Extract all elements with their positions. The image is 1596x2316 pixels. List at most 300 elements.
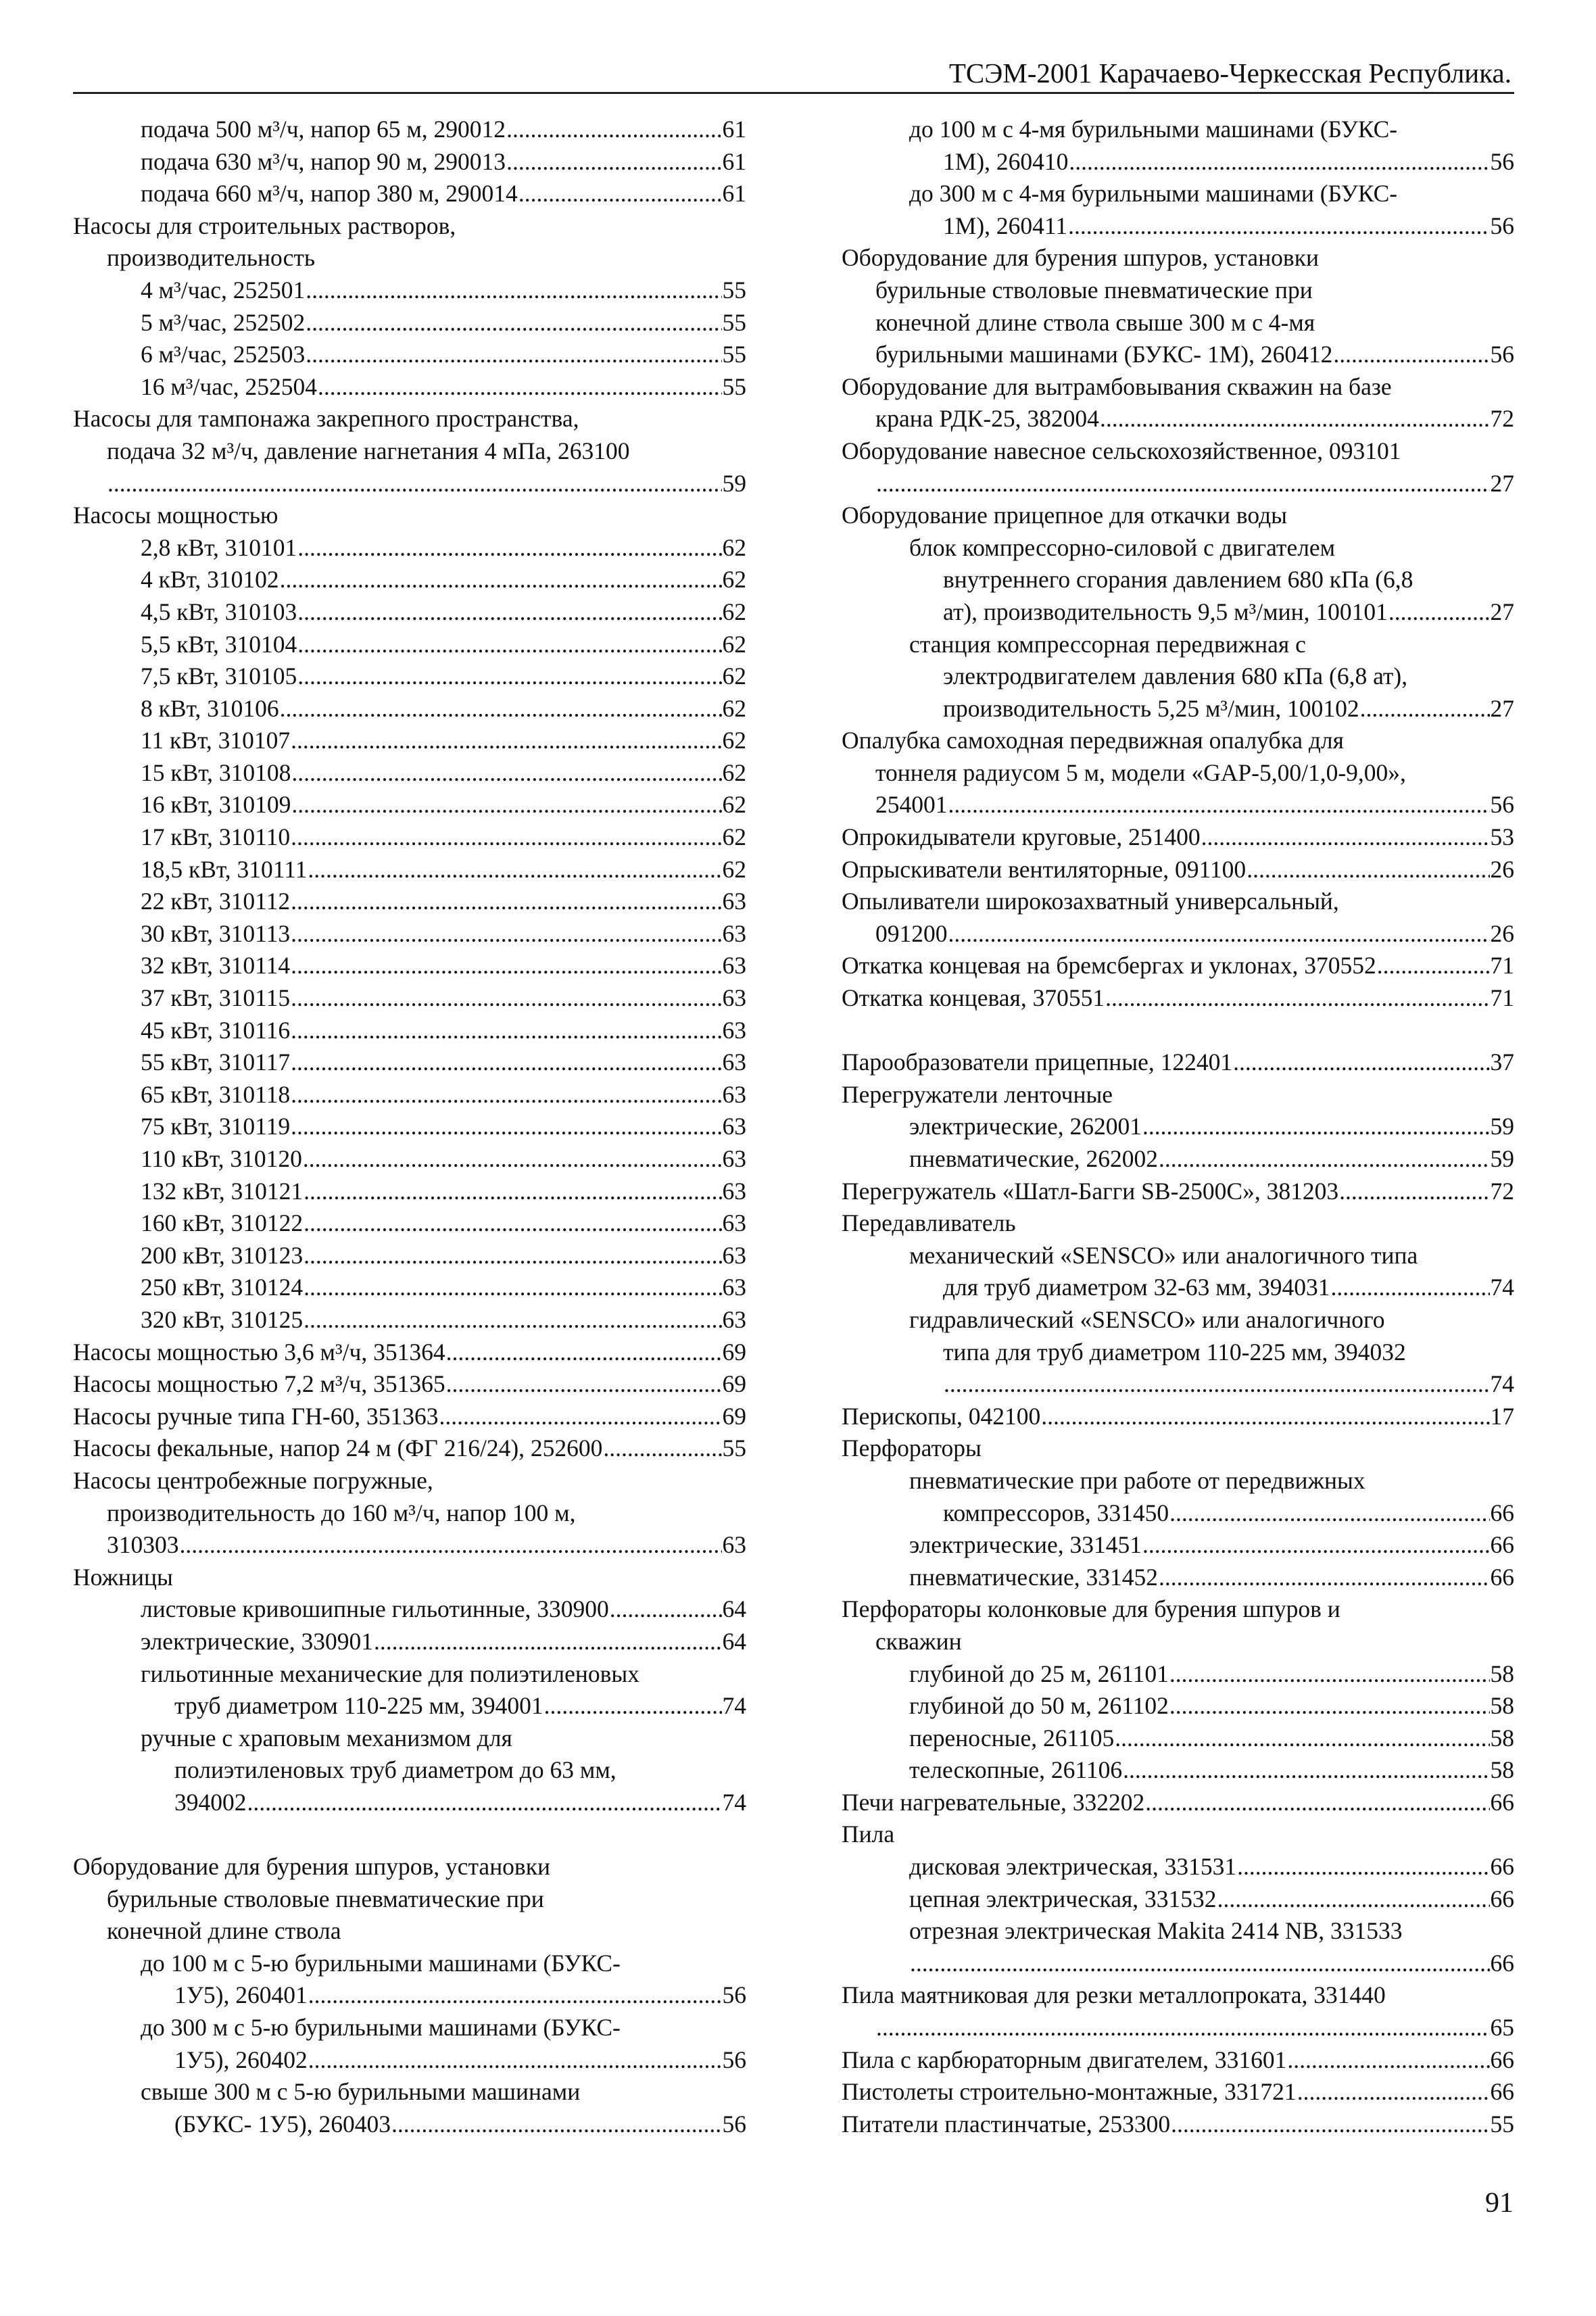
- index-entry-text: 1У5), 260402: [174, 2046, 308, 2073]
- index-entry-page: 63: [722, 1145, 746, 1172]
- index-entry: [73, 1176, 746, 1208]
- index-entry: [842, 596, 1514, 629]
- index-entry-page: 69: [722, 1338, 746, 1366]
- index-entry: [73, 1272, 746, 1304]
- dot-leader: [291, 1079, 721, 1111]
- index-entry: [842, 1143, 1514, 1176]
- index-entry-page: 62: [722, 566, 746, 594]
- index-entry-heading: [842, 532, 1514, 564]
- index-entry-heading: [842, 564, 1514, 596]
- dot-leader: [1123, 1754, 1489, 1787]
- dot-leader: [306, 274, 721, 307]
- index-entry-text: электродвигателем давления 680 кПа (6,8 ат),: [943, 662, 1408, 690]
- index-entry: [842, 1176, 1514, 1208]
- index-entry-page: 55: [1490, 2110, 1514, 2138]
- index-entry-text: 6 м³/час, 252503: [141, 341, 306, 368]
- index-entry-text: ат), производительность 9,5 м³/мин, 100101: [943, 598, 1388, 625]
- index-entry-text: 200 кВт, 310123: [141, 1241, 304, 1269]
- index-entry-heading: [842, 1626, 1514, 1658]
- index-entry: [842, 1401, 1514, 1433]
- index-entry: [73, 564, 746, 596]
- dot-leader: [306, 307, 721, 339]
- index-entry-page: 64: [722, 1627, 746, 1655]
- index-entry-text: (БУКС- 1У5), 260403: [174, 2110, 391, 2138]
- index-entry-text: 55 кВт, 310117: [141, 1048, 291, 1076]
- index-entry-text: телескопные, 261106: [909, 1756, 1123, 1784]
- dot-leader: [1388, 596, 1490, 629]
- index-entry: [73, 2108, 746, 2141]
- index-entry-text: Насосы фекальные, напор 24 м (ФГ 216/24), 252600: [73, 1434, 603, 1462]
- index-entry-page: 66: [1490, 1853, 1514, 1881]
- index-entry-text: 4,5 кВт, 310103: [141, 598, 297, 625]
- index-entry-heading: [73, 1562, 746, 1594]
- index-entry-text: Откатка концевая на бремсбергах и уклонах, 370552: [842, 952, 1376, 980]
- index-entry: [73, 821, 746, 854]
- index-entry-text: Пила: [842, 1820, 895, 1848]
- dot-leader: [1201, 821, 1490, 854]
- page-number: 91: [1485, 2188, 1514, 2219]
- index-entry-text: пневматические, 262002: [909, 1145, 1158, 1172]
- dot-leader: [291, 950, 721, 982]
- index-entry-page: 72: [1490, 1177, 1514, 1205]
- index-entry-page: 62: [722, 662, 746, 690]
- index-entry: [73, 339, 746, 371]
- index-entry-heading: [73, 1754, 746, 1787]
- index-entry-text: 110 кВт, 310120: [141, 1145, 302, 1172]
- dot-leader: [1115, 1722, 1489, 1755]
- index-entry-page: 62: [722, 533, 746, 561]
- index-entry-text: компрессоров, 331450: [943, 1499, 1169, 1526]
- index-entry-text: листовые кривошипные гильотинные, 330900: [141, 1595, 609, 1623]
- dot-leader: [291, 982, 721, 1015]
- index-entry: [73, 693, 746, 725]
- dot-leader: [308, 854, 721, 886]
- index-entry: [73, 1690, 746, 1722]
- page-header: [73, 54, 1514, 94]
- index-entry-page: 63: [722, 1080, 746, 1108]
- dot-leader: [876, 468, 1490, 500]
- dot-leader: [1068, 210, 1489, 243]
- index-entry-page: 72: [1490, 405, 1514, 433]
- index-entry-page: 56: [722, 1981, 746, 2009]
- index-entry-text: Оборудование прицепное для откачки воды: [842, 502, 1288, 529]
- dot-leader: [439, 1401, 722, 1433]
- index-entry-text: 15 кВт, 310108: [141, 758, 291, 786]
- index-entry-page: 62: [722, 630, 746, 658]
- index-entry-text: 394002: [174, 1788, 247, 1816]
- index-entry-text: Передавливатель: [842, 1209, 1016, 1237]
- index-entry-text: Оборудование навесное сельскохозяйственное, 093101: [842, 437, 1401, 464]
- index-entry: [73, 1979, 746, 2012]
- index-entry: [73, 146, 746, 178]
- index-entry-text: подача 32 м³/ч, давление нагнетания 4 мПа, 263100: [107, 437, 630, 464]
- index-entry-page: 63: [722, 952, 746, 980]
- dot-leader: [910, 1948, 1490, 1980]
- index-entry-text: бурильными машинами (БУКС- 1М), 260412: [875, 341, 1333, 368]
- index-column-right: [842, 114, 1514, 2140]
- dot-leader: [1169, 1497, 1489, 1530]
- index-entry: [842, 2012, 1514, 2044]
- dot-leader: [291, 918, 721, 950]
- index-entry: [73, 274, 746, 307]
- index-entry-heading: [73, 1722, 746, 1755]
- index-entry-page: 61: [722, 147, 746, 175]
- dot-leader: [1237, 1851, 1489, 1883]
- index-entry-heading: [842, 114, 1514, 146]
- index-entry-text: 320 кВт, 310125: [141, 1305, 304, 1333]
- index-entry-page: 56: [1490, 147, 1514, 175]
- index-entry-page: 56: [1490, 791, 1514, 819]
- index-entry: [73, 1593, 746, 1626]
- index-entry: [842, 918, 1514, 950]
- index-entry-page: 63: [722, 1177, 746, 1205]
- index-entry-text: Насосы мощностью 7,2 м³/ч, 351365: [73, 1370, 445, 1398]
- index-entry-page: 74: [1490, 1370, 1514, 1398]
- index-entry-page: 26: [1490, 855, 1514, 883]
- index-entry-page: 53: [1490, 823, 1514, 851]
- index-entry-page: 59: [722, 469, 746, 497]
- index-entry-text: Насосы центробежные погружные,: [73, 1466, 433, 1494]
- index-entry-text: 4 м³/час, 252501: [141, 276, 306, 304]
- blank-line: [842, 1015, 1514, 1047]
- index-entry-text: электрические, 331451: [909, 1531, 1142, 1559]
- index-entry-text: 7,5 кВт, 310105: [141, 662, 297, 690]
- dot-leader: [1142, 1529, 1489, 1562]
- index-entry-text: до 100 м с 4-мя бурильными машинами (БУКС-: [909, 116, 1398, 143]
- index-entry-page: 66: [1490, 2046, 1514, 2073]
- index-entry-text: 32 кВт, 310114: [141, 952, 291, 980]
- index-entry-text: пневматические, 331452: [909, 1563, 1158, 1591]
- index-entry-page: 17: [1490, 1402, 1514, 1430]
- dot-leader: [1142, 1111, 1489, 1143]
- index-entry-page: 55: [722, 276, 746, 304]
- dot-leader: [506, 114, 721, 146]
- index-entry: [842, 210, 1514, 243]
- index-entry: [73, 1079, 746, 1111]
- index-entry-heading: [842, 1979, 1514, 2012]
- index-entry-text: электрические, 262001: [909, 1113, 1142, 1140]
- index-entry-page: 63: [722, 1305, 746, 1333]
- dot-leader: [1100, 403, 1490, 435]
- dot-leader: [1247, 854, 1489, 886]
- index-entry: [73, 629, 746, 661]
- index-entry: [73, 596, 746, 629]
- index-entry-text: конечной длине ствола: [107, 1917, 341, 1945]
- index-entry-text: пневматические при работе от передвижных: [909, 1466, 1365, 1494]
- index-entry-text: подача 630 м³/ч, напор 90 м, 290013: [141, 147, 506, 175]
- index-entry-page: 66: [1490, 1563, 1514, 1591]
- dot-leader: [303, 1143, 722, 1176]
- index-entry-heading: [73, 2076, 746, 2108]
- index-entry-heading: [842, 1818, 1514, 1851]
- index-entry-page: 63: [722, 1274, 746, 1301]
- index-entry: [842, 1754, 1514, 1787]
- index-entry: [73, 114, 746, 146]
- index-entry: [842, 2076, 1514, 2108]
- index-entry-text: производительность до 160 м³/ч, напор 100 м,: [107, 1499, 576, 1526]
- index-entry-text: 65 кВт, 310118: [141, 1080, 291, 1108]
- index-entry-page: 63: [722, 1016, 746, 1044]
- index-entry-heading: [842, 435, 1514, 468]
- index-entry: [842, 1851, 1514, 1883]
- dot-leader: [291, 1111, 721, 1143]
- dot-leader: [107, 468, 722, 500]
- index-entry-heading: [842, 307, 1514, 339]
- index-entry: [842, 1111, 1514, 1143]
- dot-leader: [506, 146, 721, 178]
- index-entry-text: Пила маятниковая для резки металлопроката, 331440: [842, 1981, 1386, 2009]
- index-entry: [842, 1658, 1514, 1691]
- index-entry-text: 11 кВт, 310107: [141, 727, 291, 754]
- dot-leader: [308, 1979, 722, 2012]
- index-entry-text: Перфораторы колонковые для бурения шпуров и: [842, 1595, 1340, 1623]
- index-entry-text: 132 кВт, 310121: [141, 1177, 304, 1205]
- index-entry-text: 16 м³/час, 252504: [141, 372, 317, 400]
- index-entry-text: скважин: [875, 1627, 962, 1655]
- dot-leader: [304, 1240, 721, 1272]
- index-entry-page: 66: [1490, 1499, 1514, 1526]
- index-entry: [842, 339, 1514, 371]
- index-entry: [73, 1304, 746, 1336]
- index-entry-page: 71: [1490, 984, 1514, 1012]
- index-entry-page: 71: [1490, 952, 1514, 980]
- index-entry-heading: [73, 403, 746, 435]
- index-entry-text: 160 кВт, 310122: [141, 1209, 304, 1237]
- index-entry: [842, 1046, 1514, 1079]
- index-entry-text: Перегружатели ленточные: [842, 1080, 1113, 1108]
- index-entry: [73, 1336, 746, 1369]
- index-entry: [842, 146, 1514, 178]
- index-entry: [842, 854, 1514, 886]
- index-entry-page: 63: [722, 1048, 746, 1076]
- dot-leader: [446, 1336, 722, 1369]
- index-entry: [73, 1015, 746, 1047]
- index-entry-text: 16 кВт, 310109: [141, 791, 291, 819]
- index-entry-page: 59: [1490, 1145, 1514, 1172]
- index-entry-heading: [842, 178, 1514, 210]
- index-entry-page: 61: [722, 180, 746, 208]
- index-entry: [842, 468, 1514, 500]
- index-entry-page: 56: [722, 2046, 746, 2073]
- index-entry: [73, 854, 746, 886]
- index-entry: [73, 982, 746, 1015]
- index-entry-text: 1У5), 260401: [174, 1981, 308, 2009]
- index-entry-heading: [842, 660, 1514, 693]
- dot-leader: [291, 1015, 721, 1047]
- index-entry-text: блок компрессорно-силовой с двигателем: [909, 533, 1336, 561]
- index-entry: [73, 1626, 746, 1658]
- index-entry-heading: [842, 274, 1514, 307]
- index-entry-page: 69: [722, 1370, 746, 1398]
- index-entry-page: 69: [722, 1402, 746, 1430]
- index-entry-text: производительность 5,25 м³/мин, 100102: [943, 694, 1359, 722]
- index-entry-text: до 300 м с 5-ю бурильными машинами (БУКС-: [141, 2014, 621, 2042]
- dot-leader: [944, 1368, 1490, 1401]
- index-entry-page: 62: [722, 791, 746, 819]
- index-entry-text: 8 кВт, 310106: [141, 694, 279, 722]
- index-entry-heading: [73, 1497, 746, 1530]
- index-entry-page: 65: [1490, 2014, 1514, 2042]
- index-entry-heading: [73, 1851, 746, 1883]
- index-entry: [842, 821, 1514, 854]
- index-entry-text: бурильные стволовые пневматические при: [875, 276, 1313, 304]
- index-entry-text: Печи нагревательные, 332202: [842, 1788, 1145, 1816]
- index-entry-text: 17 кВт, 310110: [141, 823, 291, 851]
- dot-leader: [1333, 339, 1489, 371]
- index-entry-text: Опалубка самоходная передвижная опалубка для: [842, 727, 1344, 754]
- index-entry-heading: [73, 210, 746, 243]
- index-entry: [73, 660, 746, 693]
- dot-leader: [1339, 1176, 1489, 1208]
- index-entry-text: Насосы ручные типа ГН-60, 351363: [73, 1402, 439, 1430]
- dot-leader: [603, 1432, 721, 1465]
- index-entry-text: 310303: [107, 1531, 179, 1559]
- dot-leader: [1169, 1658, 1490, 1691]
- index-entry-text: дисковая электрическая, 331531: [909, 1853, 1237, 1881]
- index-entry-text: 4 кВт, 310102: [141, 566, 279, 594]
- index-entry: [842, 1529, 1514, 1562]
- dot-leader: [1233, 1046, 1489, 1079]
- index-entry-text: крана РДК-25, 382004: [875, 405, 1099, 433]
- index-entry-text: Пистолеты строительно-монтажные, 331721: [842, 2078, 1297, 2106]
- index-entry-text: Питатели пластинчатые, 253300: [842, 2110, 1171, 2138]
- index-entry-text: производительность: [107, 244, 316, 272]
- index-entry-text: подача 660 м³/ч, напор 380 м, 290014: [141, 180, 518, 208]
- index-entry-page: 74: [722, 1788, 746, 1816]
- index-entry-text: бурильные стволовые пневматические при: [107, 1885, 544, 1912]
- index-entry: [73, 1207, 746, 1240]
- dot-leader: [544, 1690, 722, 1722]
- dot-leader: [948, 789, 1490, 821]
- dot-leader: [1171, 2108, 1489, 2141]
- index-entry: [73, 1111, 746, 1143]
- dot-leader: [291, 821, 721, 854]
- index-entry-text: Перегружатель «Шатл-Багги SB-2500C», 381203: [842, 1177, 1339, 1205]
- index-entry-text: гильотинные механические для полиэтиленовых: [141, 1660, 639, 1687]
- dot-leader: [446, 1368, 722, 1401]
- dot-leader: [1377, 950, 1490, 982]
- index-entry: [842, 789, 1514, 821]
- index-entry-heading: [842, 1593, 1514, 1626]
- dot-leader: [297, 629, 721, 661]
- index-entry-text: Опрокидыватели круговые, 251400: [842, 823, 1201, 851]
- index-entry-heading: [842, 1240, 1514, 1272]
- dot-leader: [306, 339, 721, 371]
- index-entry-text: конечной длине ствола свыше 300 м с 4-мя: [875, 308, 1315, 336]
- index-entry-text: 250 кВт, 310124: [141, 1274, 304, 1301]
- dot-leader: [304, 1207, 721, 1240]
- index-entry-text: свыше 300 м с 5-ю бурильными машинами: [141, 2078, 581, 2106]
- index-entry-page: 66: [1490, 2078, 1514, 2106]
- dot-leader: [247, 1787, 722, 1819]
- index-entry: [73, 950, 746, 982]
- index-entry-text: типа для труб диаметром 110-225 мм, 394032: [943, 1338, 1406, 1366]
- index-entry: [73, 1046, 746, 1079]
- dot-leader: [291, 886, 721, 918]
- index-entry-page: 55: [722, 308, 746, 336]
- header-title: ТСЭМ-2001 Карачаево-Черкесская Республика.: [948, 57, 1512, 89]
- dot-leader: [304, 1304, 721, 1336]
- index-entry-page: 62: [722, 727, 746, 754]
- index-entry-text: до 100 м с 5-ю бурильными машинами (БУКС-: [141, 1949, 621, 1977]
- index-entry-page: 27: [1490, 598, 1514, 625]
- index-entry: [73, 371, 746, 404]
- index-entry: [73, 307, 746, 339]
- index-entry-heading: [842, 371, 1514, 404]
- dot-leader: [180, 1529, 722, 1562]
- index-entry-heading: [73, 1883, 746, 1916]
- index-entry-text: Насосы мощностью: [73, 502, 279, 529]
- index-entry: [73, 725, 746, 757]
- index-entry-heading: [73, 2012, 746, 2044]
- index-entry: [73, 1401, 746, 1433]
- dot-leader: [291, 757, 721, 790]
- index-entry: [73, 1432, 746, 1465]
- index-entry-text: Перфораторы: [842, 1434, 982, 1462]
- dot-leader: [291, 725, 721, 757]
- index-entry-heading: [73, 1948, 746, 1980]
- index-entry: [842, 2044, 1514, 2077]
- index-entry-text: полиэтиленовых труб диаметром до 63 мм,: [174, 1756, 616, 1784]
- dot-leader: [297, 532, 721, 564]
- index-entry-text: внутреннего сгорания давлением 680 кПа (6,8: [943, 566, 1413, 594]
- dot-leader: [518, 178, 722, 210]
- index-entry-text: до 300 м с 4-мя бурильными машинами (БУКС-: [909, 180, 1398, 208]
- index-entry-text: глубиной до 50 м, 261102: [909, 1692, 1169, 1720]
- index-entry-page: 63: [722, 984, 746, 1012]
- index-entry-page: 63: [722, 888, 746, 915]
- dot-leader: [1330, 1272, 1489, 1304]
- dot-leader: [1105, 982, 1489, 1015]
- index-entry-text: Оборудование для вытрамбовывания скважин на базе: [842, 372, 1392, 400]
- index-entry-page: 63: [722, 1113, 746, 1140]
- index-entry-text: ручные с храповым механизмом для: [141, 1724, 512, 1752]
- index-entry: [842, 1368, 1514, 1401]
- dot-leader: [1041, 1401, 1489, 1433]
- index-entry-text: 091200: [875, 919, 948, 947]
- index-entry: [73, 1529, 746, 1562]
- index-entry-page: 63: [722, 1209, 746, 1237]
- index-entry-text: глубиной до 25 м, 261101: [909, 1660, 1169, 1687]
- dot-leader: [297, 660, 721, 693]
- index-entry: [842, 1722, 1514, 1755]
- dot-leader: [1169, 1690, 1490, 1722]
- index-entry: [842, 1690, 1514, 1722]
- index-entry: [73, 1368, 746, 1401]
- index-entry-text: Откатка концевая, 370551: [842, 984, 1105, 1012]
- index-entry-text: 2,8 кВт, 310101: [141, 533, 297, 561]
- dot-leader: [1159, 1143, 1490, 1176]
- index-entry-page: 59: [1490, 1113, 1514, 1140]
- index-entry-heading: [842, 1336, 1514, 1369]
- index-entry-page: 61: [722, 116, 746, 143]
- index-entry-text: для труб диаметром 32-63 мм, 394031: [943, 1274, 1330, 1301]
- index-entry-page: 63: [722, 1241, 746, 1269]
- index-entry-text: Опыливатели широкозахватный универсальный,: [842, 888, 1339, 915]
- index-entry-heading: [842, 757, 1514, 790]
- index-entry-text: Перископы, 042100: [842, 1402, 1041, 1430]
- index-entry-page: 58: [1490, 1756, 1514, 1784]
- index-entry: [842, 1883, 1514, 1916]
- index-entry-page: 58: [1490, 1660, 1514, 1687]
- index-entry-text: механический «SENSCO» или аналогичного типа: [909, 1241, 1418, 1269]
- index-entry-heading: [73, 1658, 746, 1691]
- index-entry-text: Пила с карбюраторным двигателем, 331601: [842, 2046, 1287, 2073]
- index-entry-text: Насосы мощностью 3,6 м³/ч, 351364: [73, 1338, 445, 1366]
- index-entry-page: 55: [722, 372, 746, 400]
- index-entry-page: 27: [1490, 469, 1514, 497]
- index-entry-page: 27: [1490, 694, 1514, 722]
